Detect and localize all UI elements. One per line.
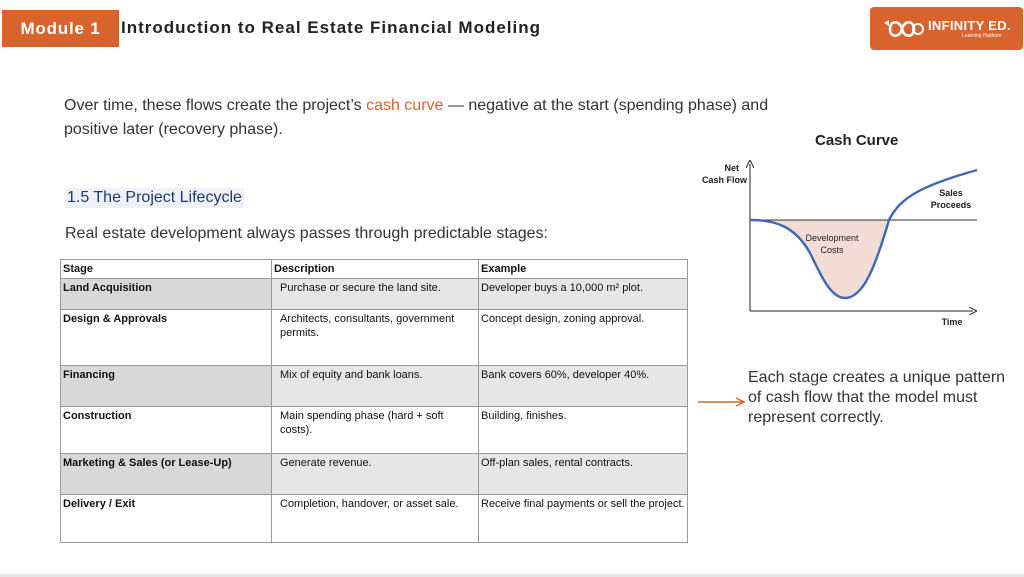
table-row <box>61 279 688 310</box>
table-row <box>61 310 688 366</box>
table-row <box>61 407 688 454</box>
x-axis-label: Time <box>941 317 963 327</box>
brand-logo <box>870 7 1023 50</box>
section-lead: Real estate development always passes through predictable stages: <box>65 225 548 242</box>
table-row <box>61 495 688 543</box>
intro-text-end: — negative at the start (spending phase) and positive later (recovery phase). <box>64 97 769 138</box>
lifecycle-table <box>60 259 688 543</box>
description-cell: Purchase or secure the land site. <box>272 279 479 310</box>
description-cell: Architects, consultants, government permits. <box>272 310 479 366</box>
stage-cell: Land Acquisition <box>61 279 272 310</box>
column-header-description: Description <box>272 260 479 279</box>
cash-curve-highlight: cash curve <box>366 97 444 114</box>
arrow-right-icon <box>698 396 746 408</box>
description-cell: Generate revenue. <box>272 454 479 495</box>
table-row <box>61 366 688 407</box>
example-cell: Developer buys a 10,000 m² plot. <box>479 279 688 310</box>
example-cell: Receive final payments or sell the project. <box>479 495 688 543</box>
column-header-stage: Stage <box>61 260 272 279</box>
stage-cell: Design & Approvals <box>61 310 272 366</box>
logo-name: INFINITY ED. <box>928 17 1011 33</box>
development-costs-label-line2: Costs <box>820 245 844 255</box>
section-title: 1.5 The Project Lifecycle <box>67 189 242 206</box>
column-header-example: Example <box>479 260 688 279</box>
sales-proceeds-label-line2: Proceeds <box>930 200 972 210</box>
infinity-logo-icon <box>880 14 924 44</box>
description-cell: Main spending phase (hard + soft costs). <box>272 407 479 454</box>
development-costs-label-line1: Development <box>805 233 859 243</box>
table-header-row <box>61 260 688 279</box>
stage-cell: Financing <box>61 366 272 407</box>
y-axis-label-line1: Net <box>724 163 739 173</box>
development-costs-area <box>750 220 889 298</box>
intro-paragraph <box>64 94 824 142</box>
description-cell: Completion, handover, or asset sale. <box>272 495 479 543</box>
stage-cell: Construction <box>61 407 272 454</box>
cash-curve-chart <box>695 158 985 330</box>
chart-title: Cash Curve <box>815 132 899 149</box>
example-cell: Off-plan sales, rental contracts. <box>479 454 688 495</box>
stage-cell: Marketing & Sales (or Lease-Up) <box>61 454 272 495</box>
description-cell: Mix of equity and bank loans. <box>272 366 479 407</box>
example-cell: Bank covers 60%, developer 40%. <box>479 366 688 407</box>
logo-subtitle: Learning Platform <box>962 32 1002 39</box>
sales-proceeds-label-line1: Sales <box>939 188 963 198</box>
module-badge <box>2 10 119 47</box>
table-row <box>61 454 688 495</box>
example-cell: Building, finishes. <box>479 407 688 454</box>
example-cell: Concept design, zoning approval. <box>479 310 688 366</box>
module-title: Introduction to Real Estate Financial Modeling <box>121 18 542 37</box>
cash-flow-note: Each stage creates a unique pattern of cash flow that the model must represent correctly. <box>748 369 1006 426</box>
y-axis-label-line2: Cash Flow <box>701 175 747 185</box>
stage-cell: Delivery / Exit <box>61 495 272 543</box>
intro-text-start: Over time, these flows create the project’s <box>64 97 367 114</box>
module-label: Module 1 <box>20 18 101 38</box>
